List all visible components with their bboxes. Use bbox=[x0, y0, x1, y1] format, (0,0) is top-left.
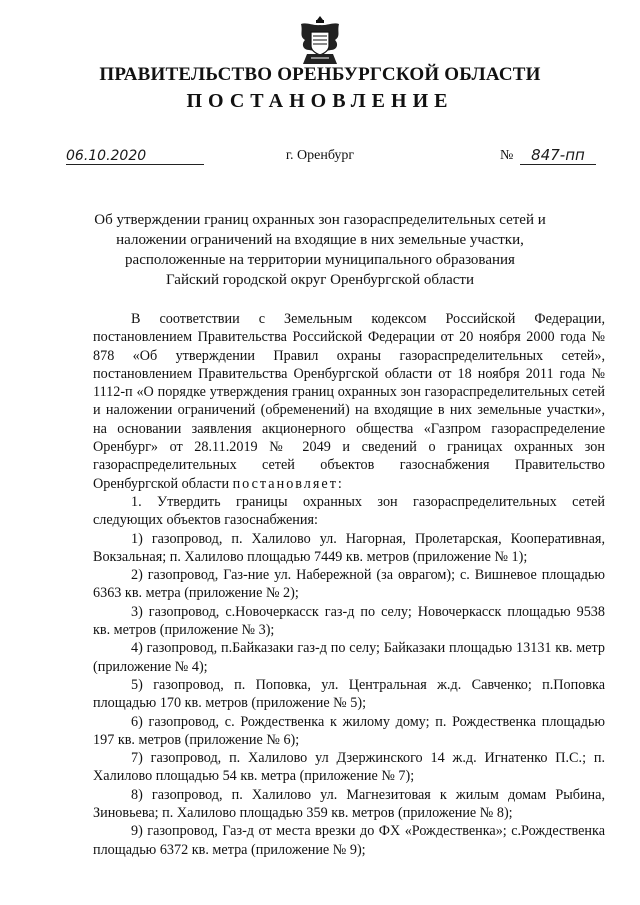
list-item: 1) газопровод, п. Халилово ул. Нагорная, Пролетарская, Кооперативная, Вокзальная; п. Халилово площадью 7449 кв. метров (приложение № 1); bbox=[93, 530, 605, 565]
document-date: 06.10.2020 bbox=[66, 148, 204, 165]
government-title: ПРАВИТЕЛЬСТВО ОРЕНБУРГСКОЙ ОБЛАСТИ bbox=[99, 64, 541, 85]
document-number-label: № bbox=[500, 148, 514, 163]
coat-of-arms-emblem bbox=[297, 14, 343, 68]
list-item: 5) газопровод, п. Поповка, ул. Центральная ж.д. Савченко; п.Поповка площадью 170 кв. метров (приложение № 5); bbox=[93, 676, 605, 712]
document-body bbox=[93, 310, 605, 859]
list-item: 6) газопровод, с. Рождественка к жилому дому; п. Рождественка площадью 197 кв. метров (приложение № 6); bbox=[93, 713, 605, 748]
document-number: 847-пп bbox=[520, 146, 596, 165]
subject-line: расположенные на территории муниципального образования bbox=[125, 252, 515, 268]
list-item: 4) газопровод, п.Байказаки газ-д по селу; Байказаки площадью 13131 кв. метр (приложение № 4); bbox=[93, 640, 605, 675]
subject-line: Об утверждении границ охранных зон газораспределительных сетей и bbox=[94, 212, 546, 228]
subject-line: наложении ограничений на входящие в них земельные участки, bbox=[116, 232, 524, 248]
point-1-paragraph: 1. Утвердить границы охранных зон газораспределительных сетей следующих объектов газоснабжения: bbox=[93, 493, 605, 529]
decree-word: постановляет: bbox=[232, 475, 344, 492]
document-header-row bbox=[0, 148, 640, 170]
list-item: 7) газопровод, п. Халилово ул Дзержинского 14 ж.д. Игнатенко П.С.; п. Халилово площадью 54 кв. метра (приложение № 7); bbox=[93, 750, 605, 785]
list-item: 3) газопровод, с.Новочеркасск газ-д по селу; Новочеркасск площадью 9538 кв. метров (приложение № 3); bbox=[93, 603, 605, 639]
intro-text: В соответствии с Земельным кодексом Российской Федерации, постановлением Правительства Российской Федерации от 20 ноября 2000 года № 878 «Об утверждении Правил охраны газораспределительных сетей», постановлением Правительства Оренбургской области от 18 ноября 2011 года № 1112-п «О порядке утверждения границ охранных зон газораспределительных сетей и наложении ограничений (обременений) на входящие в них земельные участки», на основании заявления акционерного общества «Газпром газораспределение Оренбург» от 28.11.2019 № 2049 и сведений о границах охранных зон газораспределительных сетей объектов газоснабжения Правительство Оренбургской области bbox=[93, 311, 605, 492]
document-type-title: ПОСТАНОВЛЕНИЕ bbox=[186, 90, 454, 112]
intro-paragraph bbox=[93, 310, 605, 493]
document-subject bbox=[0, 210, 640, 290]
subject-line: Гайский городской округ Оренбургской области bbox=[166, 272, 474, 288]
document-city: г. Оренбург bbox=[285, 148, 355, 163]
list-item: 9) газопровод, Газ-д от места врезки до ФХ «Рождественка»; с.Рождественка площадью 6372 кв. метра (приложение № 9); bbox=[93, 823, 605, 858]
list-item: 2) газопровод, Газ-ние ул. Набережной (за оврагом); с. Вишневое площадью 6363 кв. метра (приложение № 2); bbox=[93, 567, 605, 602]
list-item: 8) газопровод, п. Халилово ул. Магнезитовая к жилым домам Рыбина, Зиновьева; п. Халилово площадью 359 кв. метров (приложение № 8); bbox=[93, 786, 605, 822]
